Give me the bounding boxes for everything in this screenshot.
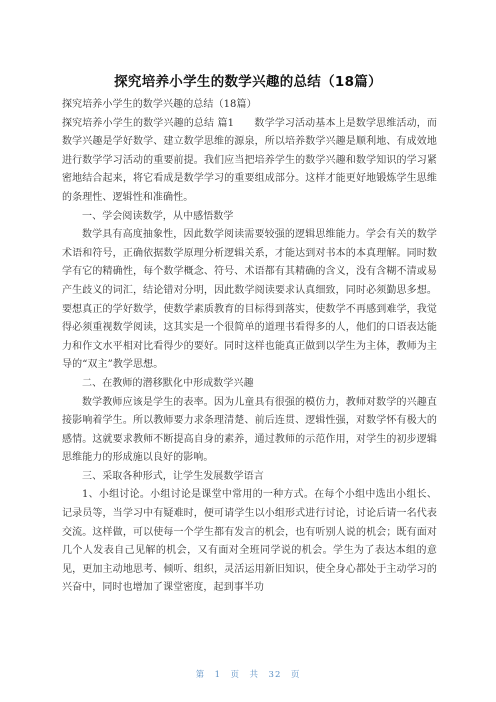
section-heading: 二、在教师的潜移默化中形成数学兴趣: [82, 377, 254, 389]
paragraph: 探究培养小学生的数学兴趣的总结 篇1 数学学习活动基本上是数学思维活动，而数学兴趣是学好数学、建立数学思维的源泉，所以培养数学兴趣是顺利地、有成效地进行数学学习活动的重要前提。我们应当把培养学生的数学兴趣和数学知识的学习紧密地结合起来，将它看成是数学学习的重要组成部分。这样才能更好地锻炼学生思维的条理性、逻辑性和准确性。: [62, 117, 437, 203]
paragraph: 1、小组讨论。小组讨论是课堂中常用的一种方式。在每个小组中选出小组长、记录员等，当学习中有疑难时，便可请学生以小组形式进行讨论，讨论后请一名代表交流。这样做，可以使每一个学生都有发言的机会，也有听别人说的机会；既有面对几个人发表自己见解的机会，又有面对全班同学说的机会。学生为了表达本组的意见，更加主动地思考、倾听、组织，灵活运用新旧知识，使全身心都处于主动学习的兴奋中，同时也增加了课堂密度，起到事半功: [62, 489, 437, 594]
paragraph: 数学具有高度抽象性，因此数学阅读需要较强的逻辑思维能力。学会有关的数学术语和符号，正确依据数学原理分析逻辑关系，才能达到对书本的本真理解。同时数学有它的精确性，每个数学概念、符号、术语都有其精确的含义，没有含糊不清或易产生歧义的词汇，结论错对分明，因此数学阅读要求认真细致，同时必须勤思多想。要想真正的学好数学，使数学素质教育的目标得到落实，使数学不再感到难学，我觉得必须重视数学阅读，这其实是一个很简单的道理书看得多的人，他们的口语表达能力和作文水平相对比看得少的要好。同时这样也能真正做到以学生为主体，教师为主导的“双主”教学思想。: [62, 229, 437, 371]
document-body: [62, 96, 437, 598]
section-heading: 三、采取各种形式，让学生发展数学语言: [82, 470, 264, 482]
page-footer: 第 1 页 共 32 页: [195, 670, 301, 680]
paragraph: 数学教师应该是学生的表率。因为儿童具有很强的模仿力，教师对数学的兴趣直接影响着学生。所以教师要力求条理清楚、前后连贯、逻辑性强，对数学怀有极大的感情。这就要求教师不断提高自身的素养，通过教师的示范作用，对学生的初步逻辑思维能力的形成施以良好的影响。: [62, 396, 437, 464]
section-heading: 一、学会阅读数学，从中感悟数学: [82, 210, 234, 222]
document-title: 探究培养小学生的数学兴趣的总结（18篇）: [114, 74, 382, 90]
paragraph: 探究培养小学生的数学兴趣的总结（18篇）: [62, 99, 257, 110]
